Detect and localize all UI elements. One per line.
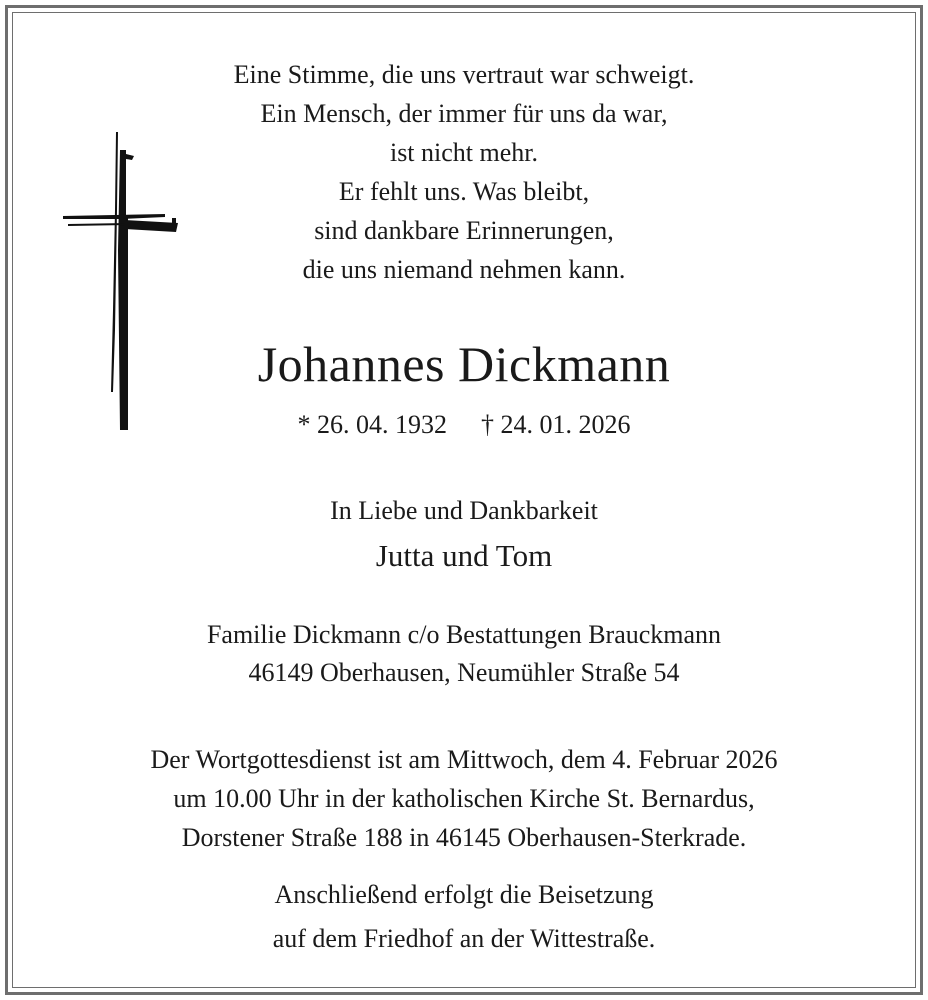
deceased-name: Johannes Dickmann [257, 336, 671, 392]
burial-line-2: auf dem Friedhof an der Wittestraße. [272, 924, 656, 953]
poem-line-6: die uns niemand nehmen kann. [302, 255, 626, 284]
mourners-names: Jutta und Tom [375, 538, 553, 573]
poem-line-4: Er fehlt uns. Was bleibt, [338, 177, 590, 206]
birth-date: * 26. 04. 1932 [297, 410, 447, 439]
poem-line-5: sind dankbare Erinnerungen, [314, 216, 614, 245]
death-date: † 24. 01. 2026 [481, 410, 631, 439]
poem-line-3: ist nicht mehr. [389, 138, 539, 167]
service-line-2: um 10.00 Uhr in der katholischen Kirche St. Bernardus, [173, 784, 755, 813]
address-line-2: 46149 Oberhausen, Neumühler Straße 54 [248, 658, 680, 687]
service-line-1: Der Wortgottesdienst ist am Mittwoch, dem 4. Februar 2026 [150, 745, 778, 774]
poem-line-1: Eine Stimme, die uns vertraut war schweigt. [233, 60, 695, 89]
poem-line-2: Ein Mensch, der immer für uns da war, [260, 99, 668, 128]
service-line-3: Dorstener Straße 188 in 46145 Oberhausen-Sterkrade. [181, 823, 747, 852]
burial-line-1: Anschließend erfolgt die Beisetzung [274, 880, 654, 909]
life-dates [0, 410, 928, 440]
address-line-1: Familie Dickmann c/o Bestattungen Brauckmann [206, 620, 722, 649]
mourners-intro: In Liebe und Dankbarkeit [330, 496, 598, 525]
